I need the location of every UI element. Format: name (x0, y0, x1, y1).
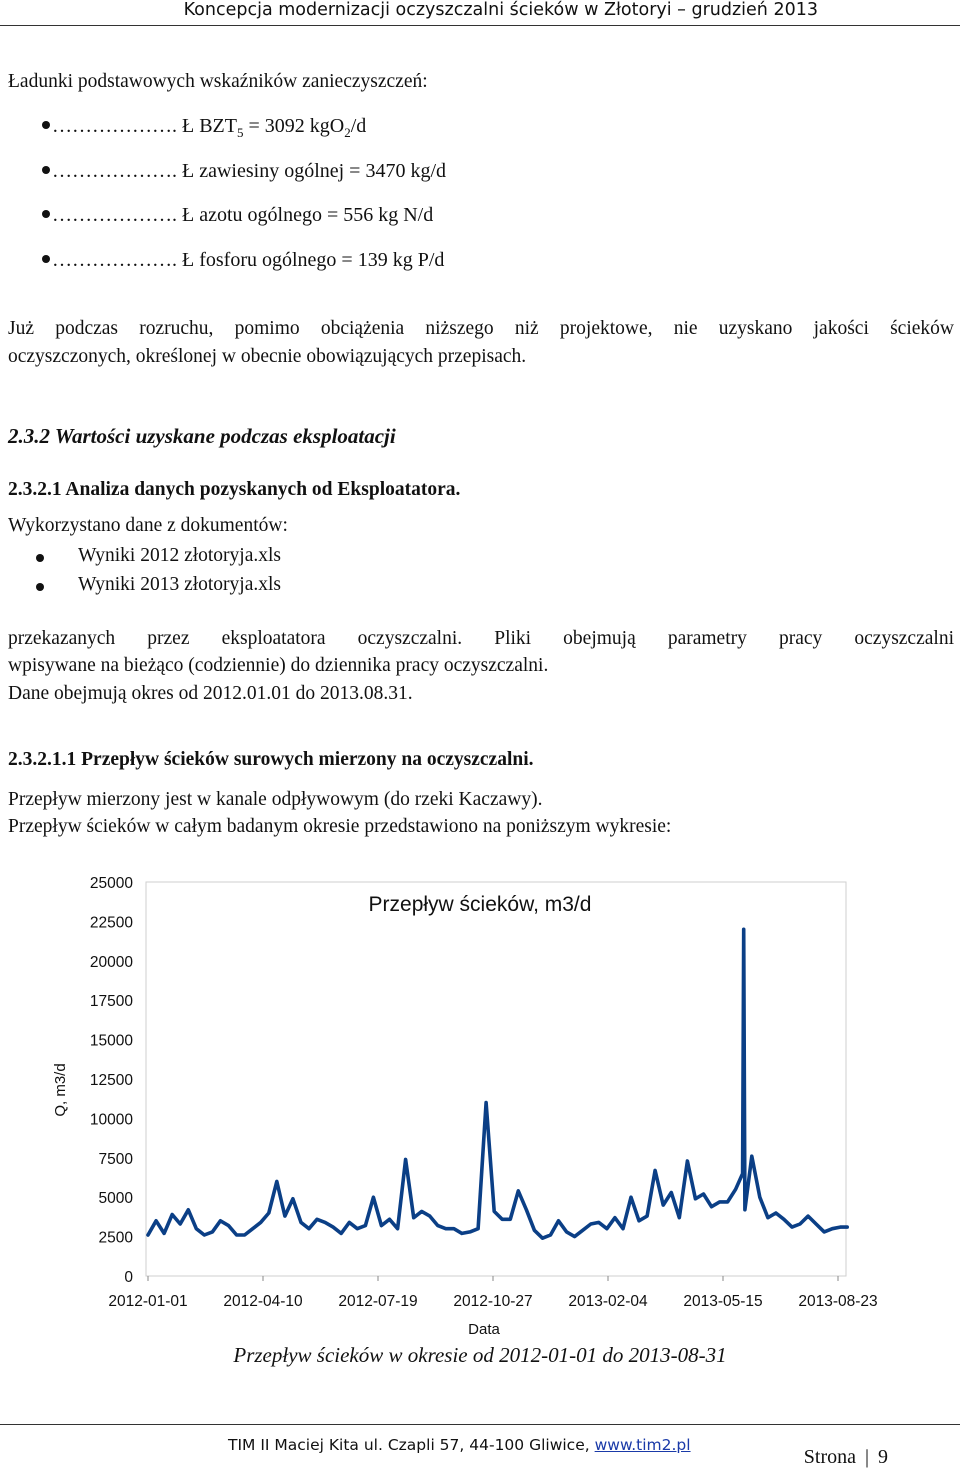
y-tick-label: 25000 (89, 875, 133, 892)
header-title: Koncepcja modernizacji oczyszczalni ścieków w Złotoryi – grudzień 2013 (183, 0, 818, 20)
load-item (42, 160, 446, 183)
subsection-title: 2.3.2.1 Analiza danych pozyskanych od Eksploatatora. (8, 479, 461, 500)
y-tick-label: 10000 (89, 1111, 133, 1129)
paragraph-line: przekazanych przez eksploatatora oczyszczalni. Pliki obejmują parametry pracy oczyszczalni (8, 628, 954, 649)
bullet-icon (36, 583, 44, 591)
doc-item: Wyniki 2013 złotoryja.xls (78, 574, 282, 595)
page-number-label: Strona | 9 (803, 1446, 888, 1468)
subsubsection-title: 2.3.2.1.1 Przepływ ścieków surowych mierzony na oczyszczalni. (8, 749, 534, 770)
x-tick-label: 2012-07-19 (338, 1293, 418, 1310)
load-text: Ł $BZT_5 = 3092$ kgO$_2$/d (182, 115, 367, 140)
paragraph-line: oczyszczonych, określonej w obecnie obowiązujących przepisach. (8, 346, 527, 367)
load-leader: ………………. (52, 160, 177, 182)
page-label: Strona (803, 1446, 856, 1468)
x-tick-label: 2013-02-04 (568, 1293, 648, 1310)
footer-divider (0, 1424, 960, 1425)
doc-item: Wyniki 2012 złotoryja.xls (78, 545, 282, 566)
bullet-icon (42, 166, 50, 174)
paragraph-line: wpisywane na bieżąco (codziennie) do dziennika pracy oczyszczalni. (8, 655, 549, 676)
paragraph-line: Przepływ ścieków w całym badanym okresie przedstawiono na poniższym wykresie: (8, 816, 672, 837)
series-line (148, 929, 847, 1238)
load-item (42, 249, 444, 272)
y-tick-label: 2500 (98, 1229, 133, 1247)
x-axis-label: Data (468, 1321, 500, 1338)
intro-text: Ładunki podstawowych wskaźników zanieczyszczeń: (8, 71, 428, 92)
y-tick-label: 12500 (89, 1072, 133, 1089)
x-tick-label: 2012-10-27 (453, 1293, 533, 1310)
chart-title: Przepływ ścieków, m3/d (368, 893, 592, 916)
footer (228, 1436, 691, 1454)
y-tick-label: 0 (124, 1269, 133, 1286)
bullet-icon (42, 210, 50, 218)
page-number: 9 (878, 1446, 888, 1468)
paragraph-line: Już podczas rozruchu, pomimo obciążenia niższego niż projektowe, nie uzyskano jakości ścieków (8, 318, 954, 339)
y-tick-label: 15000 (89, 1032, 133, 1050)
y-tick-label: 20000 (89, 953, 133, 971)
bullet-icon (36, 554, 44, 562)
y-tick-label: 7500 (98, 1150, 133, 1168)
load-text: Ł fosforu ogólnego = 139 kg P/d (182, 249, 445, 271)
docs-intro: Wykorzystano dane z dokumentów: (8, 515, 288, 536)
x-tick-label: 2012-04-10 (223, 1293, 303, 1310)
bullet-icon (42, 121, 50, 129)
page-header (0, 0, 960, 26)
flow-chart (0, 862, 960, 1342)
x-tick-label: 2013-05-15 (683, 1293, 763, 1310)
load-leader: ………………. (52, 249, 177, 271)
load-leader: ………………. (52, 115, 177, 137)
figure-caption: Przepływ ścieków w okresie od 2012-01-01 do 2013-08-31 (233, 1343, 727, 1367)
load-item (42, 115, 366, 141)
y-tick-label: 17500 (89, 993, 133, 1011)
x-tick-label: 2012-01-01 (108, 1293, 188, 1310)
header-divider (0, 25, 960, 26)
paragraph-line: Przepływ mierzony jest w kanale odpływowym (do rzeki Kaczawy). (8, 789, 543, 810)
paragraph-line: Dane obejmują okres od 2012.01.01 do 2013.08.31. (8, 683, 413, 704)
load-text: Ł azotu ogólnego = 556 kg N/d (182, 204, 434, 226)
bullet-icon (42, 255, 50, 263)
plot-area (146, 882, 846, 1276)
y-axis-label: Q, m3/d (52, 1063, 69, 1117)
footer-address: TIM II Maciej Kita ul. Czapli 57, 44-100 Gliwice, (228, 1436, 595, 1454)
load-item (42, 204, 433, 227)
load-leader: ………………. (52, 204, 177, 226)
y-tick-label: 5000 (98, 1190, 133, 1208)
x-tick-label: 2013-08-23 (798, 1293, 878, 1310)
y-tick-label: 22500 (89, 914, 133, 932)
footer-link[interactable]: www.tim2.pl (594, 1436, 691, 1454)
load-text: Ł zawiesiny ogólnej = 3470 kg/d (182, 160, 447, 182)
section-title: 2.3.2 Wartości uzyskane podczas eksploatacji (8, 424, 396, 448)
